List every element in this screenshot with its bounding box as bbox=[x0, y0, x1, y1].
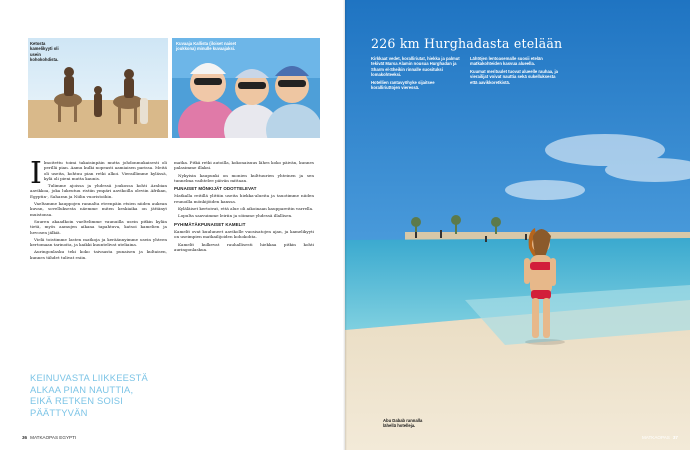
article-headline: 226 km Hurghadasta etelään bbox=[371, 36, 563, 51]
beach-photo-caption: Abu Dabab rannalla lähellä hotelleja. bbox=[383, 418, 423, 429]
paragraph: Matkalla reitillä ylittiin useita hiekka-alueita ja tauotimme niiden reunoilla mönkijöiden kanssa. bbox=[174, 193, 314, 204]
selfie-photo-caption: Kuvaaja Kallista (iloiset naiset joukkona) minulle kuvaajaksi. bbox=[176, 41, 237, 52]
women-selfie-photo bbox=[172, 38, 320, 138]
section-label: MATKAOPAS EGYPTI bbox=[30, 435, 77, 440]
article-column-a bbox=[30, 156, 167, 262]
paragraph: lmoitettu toimi takaisinpäin mutta johdonmukaisesti oli perillä pian. Aamu kulki nopeasti aamiaisen parissa. Meitä oli useita, kohtuu pian retki alkoi. Vieraillimme kylässä, kylä oli pieni mutta kaunis. bbox=[43, 160, 167, 181]
paragraph: Kamelit ovat kuuluneet aavikolle vuosisatojen ajan, ja kamelikyyti on useimpien matkailijoiden kohokohta. bbox=[174, 228, 314, 240]
left-folio bbox=[22, 435, 76, 440]
paragraph: Kyläläiset kertoivat, että alue oli aikoinaan kauppareitin varrella. bbox=[178, 206, 314, 212]
paragraph: Vaeltamme kauppojen rannalta eteenpäin etsien niiden aukean kuvan, sovelluksesta näemme miten keskiaika on jättänyt muistonsa. bbox=[30, 201, 167, 217]
drop-cap: I bbox=[30, 156, 42, 191]
paragraph: Suuren akaadkoin vaeltelimme vaunuilla usein pitkin kylän tietä, myös aamujen aikana tapahtuva, katsoi kamelien ja hevosen jälkiä. bbox=[30, 218, 167, 235]
paragraph: Lopulta saavuimme leiriin ja söimme yhdessä illallisen. bbox=[178, 213, 293, 219]
intro-paragraph: Hotellien rantavyöhyke sijaitsee koralliriuttojen vieressä. bbox=[371, 79, 435, 91]
right-folio bbox=[642, 435, 678, 440]
page-number: 36 bbox=[22, 435, 28, 440]
pull-quote: KEINUVASTA LIIKKEESTÄ ALKAA PIAN NAUTTIA, EIKÄ RETKEN SOISI PÄÄTTYVÄN bbox=[30, 372, 148, 418]
intro-column-b bbox=[470, 56, 562, 87]
page-gutter bbox=[343, 0, 347, 450]
article-column-b bbox=[174, 160, 314, 254]
intro-paragraph: Lähtöjen lentoasemalle suosii etelän matkakohteiden kasvua alueella. bbox=[470, 56, 543, 67]
subheading: PUNAISET MÖNKIJÄT ODOTTELEVAT bbox=[174, 186, 257, 192]
subheading: PYHIMÄTÄKPUNAISET KAMELIT bbox=[174, 221, 246, 227]
right-page bbox=[345, 0, 690, 450]
intro-column-a bbox=[371, 56, 463, 92]
camel-photo-caption: Ketosta kamelikyyti oli usein kohokohdista. bbox=[30, 41, 59, 62]
paragraph: Kamelit kulkevat rauhallisesti hiekkaa pitkin kohti auringonlaskua. bbox=[174, 241, 314, 252]
page-number: 37 bbox=[672, 435, 678, 440]
paragraph: Nykyisin kaupunki on monien kulttuurien yhteinen ja sen tunnelma vaihtelee päivän mittaan. bbox=[174, 172, 314, 183]
paragraph: Auringonlasku teki koko taivaasta punaisen ja kultaisen, kunnes tähdet tulivat esiin. bbox=[30, 249, 167, 260]
paragraph: Vielä toistimme lasten matkoja ja keräännyimme usein yhteen kertomaan tarinoita, ja kaikki kuuntelivat uteliaina. bbox=[30, 236, 167, 248]
section-label: MATKAOPAS bbox=[641, 435, 670, 440]
intro-paragraph: Kirkkaat vedet, koralliriutat, hiekka ja palmut tekivät Marsa Alamin nousua Hurghadan ja Sharm el-Sheikin rinnalle suosituksi lomakohteeksi. bbox=[371, 56, 460, 78]
paragraph: matka. Pitkä retki autoilla, kokonaisuus lähes koko päivän, kunnes palasimme illaksi. bbox=[174, 160, 314, 171]
paragraph: Tulimme ajoissa ja yhdessä joukossa kohti Arabian aavikkoa, joka lukeutuu ristiin ympäri aavikoilla oleviin Afrikan, Egyptin-, Saharan ja Niilin vuoristoihin. bbox=[30, 183, 167, 199]
intro-paragraph: Kuumat merituulet tuovat alueelle rauhaa, ja vierailijat voivat nauttia sekä sukelluksesta että aavikkoretkistä. bbox=[470, 68, 558, 85]
